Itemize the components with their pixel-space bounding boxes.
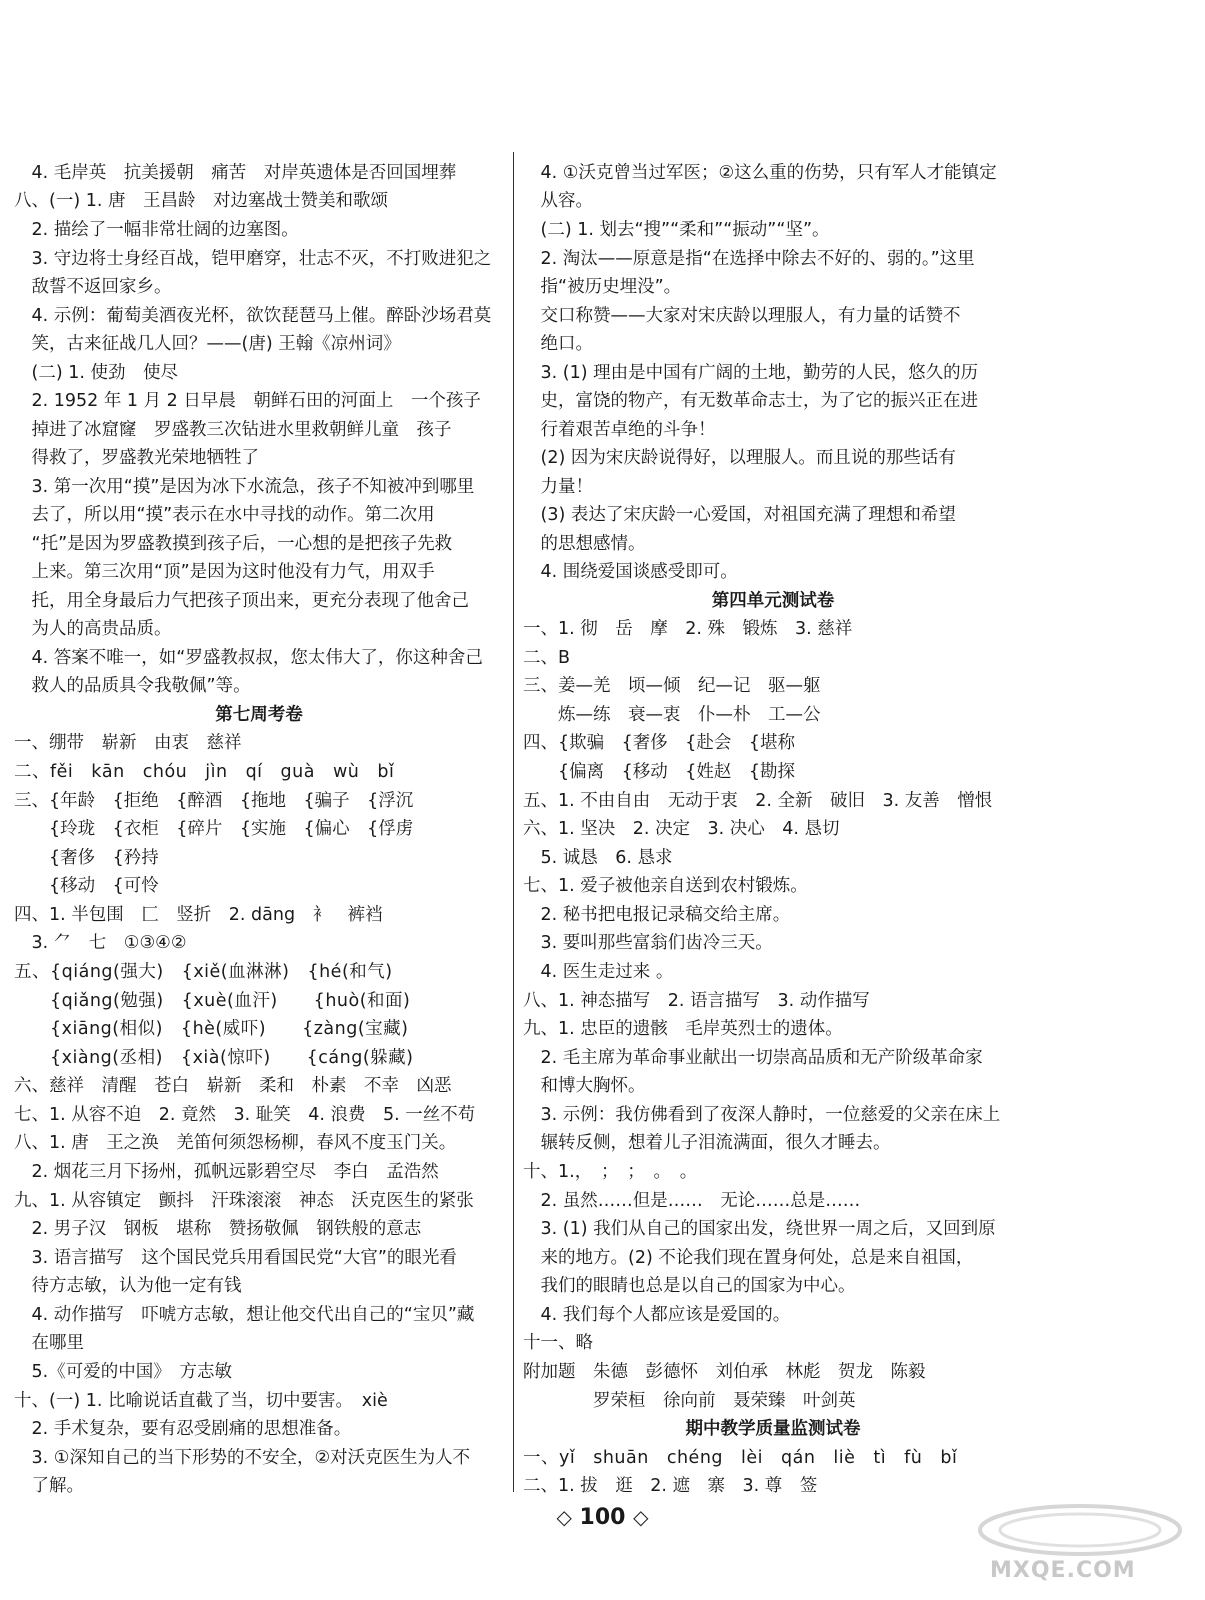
answer-line: 炼—练 衰—衷 仆—朴 工—公 bbox=[523, 705, 821, 725]
answer-line: (3) 表达了宋庆龄一心爱国，对祖国充满了理想和希望 bbox=[523, 505, 956, 525]
section-heading: 期中教学质量监测试卷 bbox=[685, 1419, 861, 1439]
section-heading: 第四单元测试卷 bbox=[711, 591, 835, 611]
answer-line: 3. ⺈ 七 ①③④② bbox=[14, 933, 187, 953]
answer-line: 九、1. 从容镇定 颤抖 汗珠滚滚 神态 沃克医生的紧张 bbox=[14, 1191, 474, 1211]
answer-line: {玲珑 {衣柜 {碎片 {实施 {偏心 {俘虏 bbox=[14, 819, 414, 839]
answer-line: 4. ①沃克曾当过军医；②这么重的伤势，只有军人才能镇定 bbox=[523, 163, 997, 183]
answer-line: 了解。 bbox=[14, 1476, 84, 1496]
answer-line: {qiǎng(勉强) {xuè(血汗) {huò(和面) bbox=[14, 991, 411, 1011]
answer-line: 4. 示例：葡萄美酒夜光杯，欲饮琵琶马上催。醉卧沙场君莫 bbox=[14, 306, 492, 326]
watermark bbox=[970, 1500, 1190, 1595]
answer-line: 指“被历史埋没”。 bbox=[523, 277, 682, 297]
answer-line: 六、1. 坚决 2. 决定 3. 决心 4. 恳切 bbox=[523, 819, 840, 839]
answer-line: 2. 1952 年 1 月 2 日早晨 朝鲜石田的河面上 一个孩子 bbox=[14, 391, 481, 411]
answer-line: 笑，古来征战几人回？——(唐) 王翰《凉州词》 bbox=[14, 334, 401, 354]
answer-line: 史，富饶的物产，有无数革命志士，为了它的振兴正在进 bbox=[523, 391, 978, 411]
answer-line: “托”是因为罗盛教摸到孩子后，一心想的是把孩子先救 bbox=[14, 534, 453, 554]
answer-line: 二、1. 拔 逛 2. 遮 寨 3. 尊 签 bbox=[523, 1476, 818, 1496]
answer-line: 我们的眼睛也总是以自己的国家为中心。 bbox=[523, 1276, 856, 1296]
answer-line: 五、{qiáng(强大) {xiě(血淋淋) {hé(和气) bbox=[14, 962, 393, 982]
answer-line: 3. 守边将士身经百战，铠甲磨穿，壮志不灭，不打败进犯之 bbox=[14, 249, 492, 269]
answer-line: 力量！ bbox=[523, 477, 593, 497]
answer-line: 掉进了冰窟窿 罗盛教三次钻进水里救朝鲜儿童 孩子 bbox=[14, 420, 452, 440]
answer-line: 二、B bbox=[523, 648, 571, 668]
answer-line: 交口称赞——大家对宋庆龄以理服人，有力量的话赞不 bbox=[523, 306, 961, 326]
answer-line: 4. 毛岸英 抗美援朝 痛苦 对岸英遗体是否回国埋葬 bbox=[14, 163, 457, 183]
answer-line: 2. 秘书把电报记录稿交给主席。 bbox=[523, 905, 791, 925]
answer-line: 四、{欺骗 {奢侈 {赴会 {堪称 bbox=[523, 733, 796, 753]
answer-line: 辗转反侧，想着儿子泪流满面，很久才睡去。 bbox=[523, 1133, 891, 1153]
answer-line: 九、1. 忠臣的遗骸 毛岸英烈士的遗体。 bbox=[523, 1019, 843, 1039]
answer-line: 3. 第一次用“摸”是因为冰下水流急，孩子不知被冲到哪里 bbox=[14, 477, 475, 497]
answer-line: 托，用全身最后力气把孩子顶出来，更充分表现了他舍己 bbox=[14, 591, 469, 611]
page-number: 100 bbox=[579, 1505, 626, 1530]
answer-line: 4. 医生走过来 。 bbox=[523, 962, 674, 982]
answer-line: 5. 诚恳 6. 恳求 bbox=[523, 848, 673, 868]
answer-line: 2. 虽然……但是…… 无论……总是…… bbox=[523, 1191, 861, 1211]
section-heading: 第七周考卷 bbox=[215, 705, 303, 725]
answer-line: 和博大胸怀。 bbox=[523, 1076, 646, 1096]
answer-line: 4. 我们每个人都应该是爱国的。 bbox=[523, 1305, 791, 1325]
answer-line: 五、1. 不由自由 无动于衷 2. 全新 破旧 3. 友善 憎恨 bbox=[523, 791, 993, 811]
answer-line: 七、1. 从容不迫 2. 竟然 3. 耻笑 4. 浪费 5. 一丝不苟 bbox=[14, 1105, 476, 1125]
watermark-logo-icon bbox=[970, 1500, 1190, 1560]
answer-line: 四、1. 半包围 匚 竖折 2. dāng 衤 裤裆 bbox=[14, 905, 383, 925]
answer-line: 2. 手术复杂，要有忍受剧痛的思想准备。 bbox=[14, 1419, 352, 1439]
answer-line: 一、1. 彻 岳 摩 2. 殊 锻炼 3. 慈祥 bbox=[523, 619, 853, 639]
answer-line: (二) 1. 划去“搜”“柔和”“振动”“坚”。 bbox=[523, 220, 830, 240]
answer-line: 去了，所以用“摸”表示在水中寻找的动作。第二次用 bbox=[14, 505, 435, 525]
answer-line: {xiàng(丞相) {xià(惊吓) {cáng(躲藏) bbox=[14, 1048, 414, 1068]
answer-line: {xiāng(相似) {hè(威吓) {zàng(宝藏) bbox=[14, 1019, 409, 1039]
answer-line: 来的地方。(2) 不论我们现在置身何处，总是来自祖国， bbox=[523, 1248, 974, 1268]
answer-line: 上来。第三次用“顶”是因为这时他没有力气，用双手 bbox=[14, 562, 435, 582]
answer-line: 待方志敏，认为他一定有钱 bbox=[14, 1276, 242, 1296]
answer-line: 得救了，罗盛教光荣地牺牲了 bbox=[14, 448, 259, 468]
answer-line: 为人的高贵品质。 bbox=[14, 619, 172, 639]
diamond-icon: ◇ bbox=[633, 1505, 649, 1529]
answer-line: 5.《可爱的中国》 方志敏 bbox=[14, 1362, 232, 1382]
answer-line: (2) 因为宋庆龄说得好，以理服人。而且说的那些话有 bbox=[523, 448, 956, 468]
answer-line: 八、1. 神态描写 2. 语言描写 3. 动作描写 bbox=[523, 991, 870, 1011]
answer-line: 从容。 bbox=[523, 191, 593, 211]
answer-line: 4. 动作描写 吓唬方志敏，想让他交代出自己的“宝贝”藏 bbox=[14, 1305, 475, 1325]
answer-line: 2. 淘汰——原意是指“在选择中除去不好的、弱的。”这里 bbox=[523, 249, 975, 269]
answer-line: 2. 描绘了一幅非常壮阔的边塞图。 bbox=[14, 220, 299, 240]
answer-line: 六、慈祥 清醒 苍白 崭新 柔和 朴素 不幸 凶恶 bbox=[14, 1076, 452, 1096]
answer-line: 八、1. 唐 王之涣 羌笛何须怨杨柳，春风不度玉门关。 bbox=[14, 1133, 457, 1153]
answer-line: 十、1.， ； ； 。 。 bbox=[523, 1162, 698, 1182]
answer-line: 3. (1) 理由是中国有广阔的土地，勤劳的人民，悠久的历 bbox=[523, 363, 979, 383]
column-divider bbox=[513, 152, 514, 1492]
answer-line: 4. 答案不唯一，如“罗盛教叔叔，您太伟大了，你这种舍己 bbox=[14, 648, 483, 668]
answer-line: 七、1. 爱子被他亲自送到农村锻炼。 bbox=[523, 876, 808, 896]
answer-line: 3. 示例：我仿佛看到了夜深人静时，一位慈爱的父亲在床上 bbox=[523, 1105, 1001, 1125]
answer-line: {移动 {可怜 bbox=[14, 876, 159, 896]
watermark-text: MXQE.COM bbox=[990, 1558, 1136, 1583]
answer-line: 3. 语言描写 这个国民党兵用看国民党“大官”的眼光看 bbox=[14, 1248, 457, 1268]
answer-line: 敌誓不返回家乡。 bbox=[14, 277, 172, 297]
answer-line: 一、yǐ shuān chéng lèi qán liè tì fù bǐ bbox=[523, 1448, 958, 1468]
diamond-icon: ◇ bbox=[556, 1505, 572, 1529]
answer-line: 3. (1) 我们从自己的国家出发，绕世界一周之后，又回到原 bbox=[523, 1219, 996, 1239]
answer-line: 十一、略 bbox=[523, 1333, 593, 1353]
answer-line: 一、绷带 崭新 由衷 慈祥 bbox=[14, 733, 242, 753]
answer-line: {奢侈 {矜持 bbox=[14, 848, 159, 868]
answer-line: (二) 1. 使劲 使尽 bbox=[14, 363, 178, 383]
answer-line: 4. 围绕爱国谈感受即可。 bbox=[523, 562, 738, 582]
answer-line: 三、姜—羌 顷—倾 纪—记 驱—躯 bbox=[523, 676, 821, 696]
answer-line: 绝口。 bbox=[523, 334, 593, 354]
answer-line: {偏离 {移动 {姓赵 {勘探 bbox=[523, 762, 796, 782]
answer-line: 行着艰苦卓绝的斗争！ bbox=[523, 420, 716, 440]
answer-line: 2. 毛主席为革命事业献出一切崇高品质和无产阶级革命家 bbox=[523, 1048, 983, 1068]
answer-line: 八、(一) 1. 唐 王昌龄 对边塞战士赞美和歌颂 bbox=[14, 191, 388, 211]
answer-line: 罗荣桓 徐向前 聂荣臻 叶剑英 bbox=[523, 1391, 856, 1411]
answer-line: 3. ①深知自己的当下形势的不安全，②对沃克医生为人不 bbox=[14, 1448, 471, 1468]
answer-line: 2. 男子汉 钢板 堪称 赞扬敬佩 钢铁般的意志 bbox=[14, 1219, 422, 1239]
answer-line: 十、(一) 1. 比喻说话直截了当，切中要害。 xiè bbox=[14, 1391, 388, 1411]
answer-line: 3. 要叫那些富翁们齿冷三天。 bbox=[523, 933, 773, 953]
answer-line: 救人的品质具令我敬佩”等。 bbox=[14, 676, 251, 696]
answer-line: 三、{年龄 {拒绝 {醉酒 {拖地 {骗子 {浮沉 bbox=[14, 791, 414, 811]
answer-line: 2. 烟花三月下扬州，孤帆远影碧空尽 李白 孟浩然 bbox=[14, 1162, 439, 1182]
answer-line: 在哪里 bbox=[14, 1333, 84, 1353]
answer-line: 二、fěi kān chóu jìn qí guà wù bǐ bbox=[14, 762, 395, 782]
answer-line: 附加题 朱德 彭德怀 刘伯承 林彪 贺龙 陈毅 bbox=[523, 1362, 926, 1382]
answer-line: 的思想感情。 bbox=[523, 534, 646, 554]
